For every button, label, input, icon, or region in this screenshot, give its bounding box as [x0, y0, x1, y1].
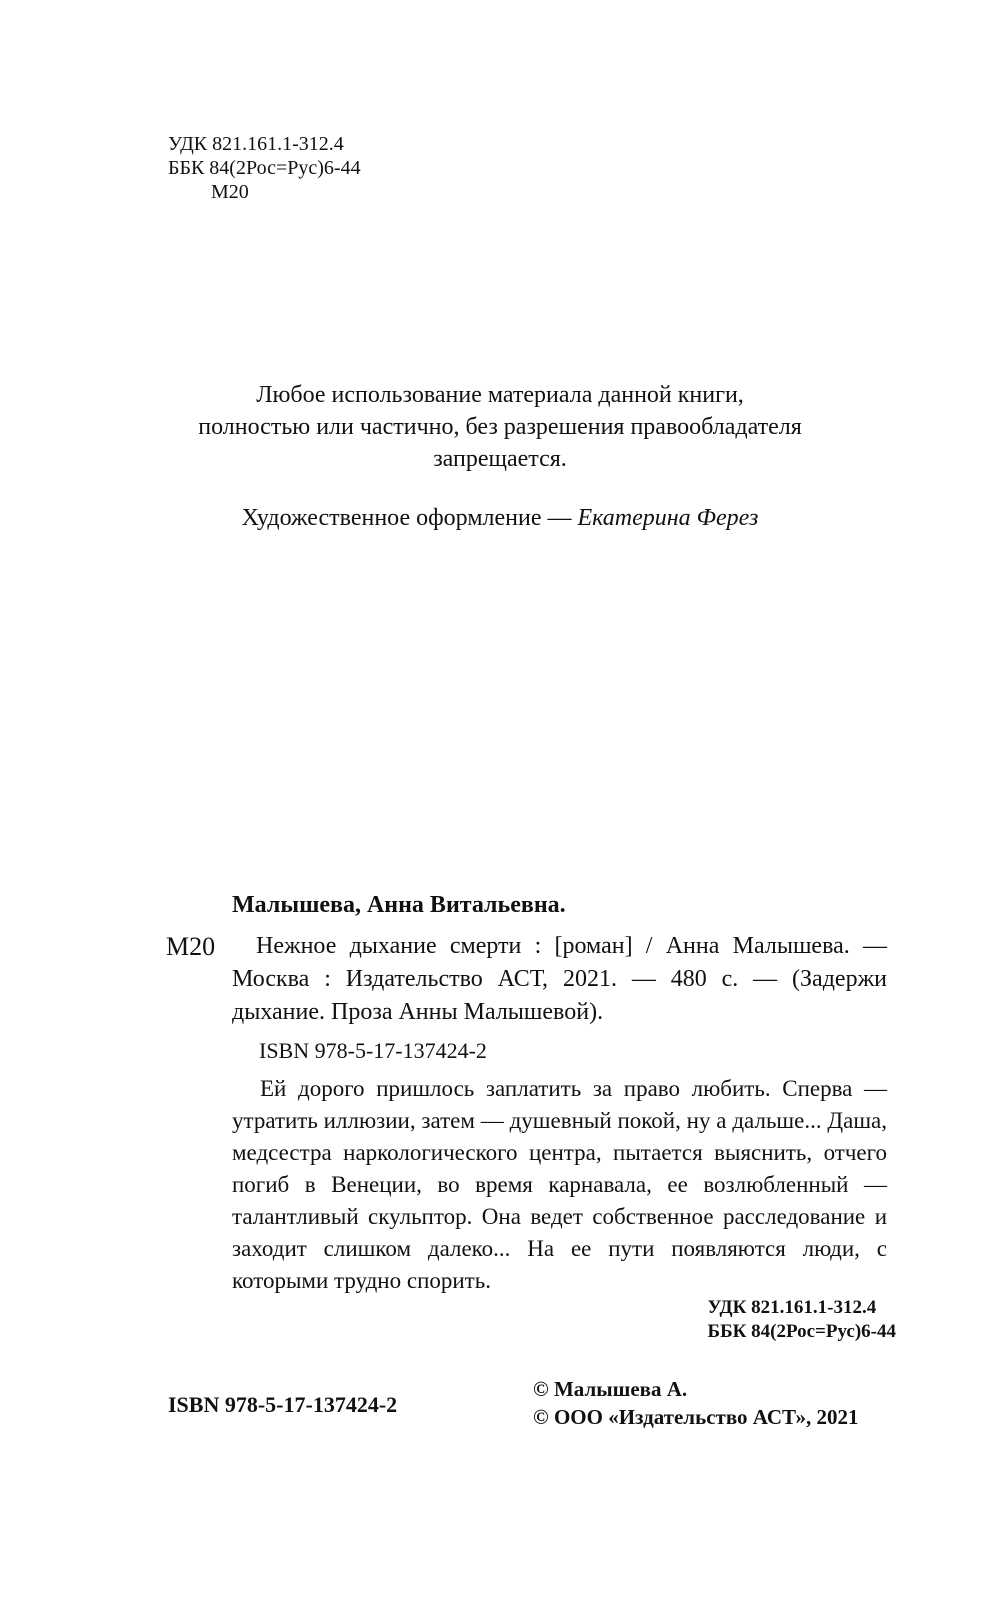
- artwork-artist: Екатерина Ферез: [577, 505, 759, 531]
- artwork-label: Художественное оформление —: [241, 505, 578, 531]
- copyright-block: [533, 1375, 859, 1431]
- catalog-author: Малышева, Анна Витальевна.: [232, 892, 566, 918]
- top-author-code: М20: [211, 181, 249, 203]
- copyright-publisher: © ООО «Издательство АСТ», 2021: [533, 1405, 859, 1429]
- notice-line-1: Любое использование материала данной книги,: [256, 382, 744, 408]
- catalog-description-text: Нежное дыхание смерти : [роман] / Анна Малышева. — Москва : Издательство АСТ, 2021. — 480 с. — (Задержи дыхание. Проза Анны Малышевой).: [232, 933, 887, 1025]
- catalog-description: [232, 930, 887, 1029]
- copyright-author: © Малышева А.: [533, 1377, 688, 1401]
- top-udk: УДК 821.161.1-312.4: [168, 133, 344, 155]
- bottom-classification: [708, 1296, 896, 1344]
- bottom-bbk: ББК 84(2Рос=Рус)6-44: [707, 1321, 896, 1342]
- notice-line-3: запрещается.: [433, 446, 567, 472]
- top-bbk: ББК 84(2Рос=Рус)6-44: [168, 157, 361, 179]
- catalog-isbn: ISBN 978-5-17-137424-2: [259, 1038, 487, 1063]
- bottom-isbn: ISBN 978-5-17-137424-2: [168, 1392, 398, 1417]
- catalog-code: М20: [166, 932, 216, 961]
- rights-notice: [0, 379, 1000, 475]
- artwork-credit: [0, 502, 1000, 534]
- notice-line-2: полностью или частично, без разрешения правообладателя: [198, 414, 802, 440]
- catalog-annotation-text: Ей дорого пришлось заплатить за право любить. Сперва — утратить иллюзии, затем — душевный покой, ну а дальше... Даша, медсестра наркологического центра, пытается выяснить, отчего погиб в Венеции, во время карнавала, ее возлюбленный — талантливый скульптор. Она ведет собственное расследование и заходит слишком далеко... На ее пути появляются люди, с которыми трудно спорить.: [232, 1076, 887, 1293]
- bottom-udk: УДК 821.161.1-312.4: [707, 1297, 877, 1318]
- top-classification: [168, 132, 361, 204]
- catalog-annotation: [232, 1073, 887, 1297]
